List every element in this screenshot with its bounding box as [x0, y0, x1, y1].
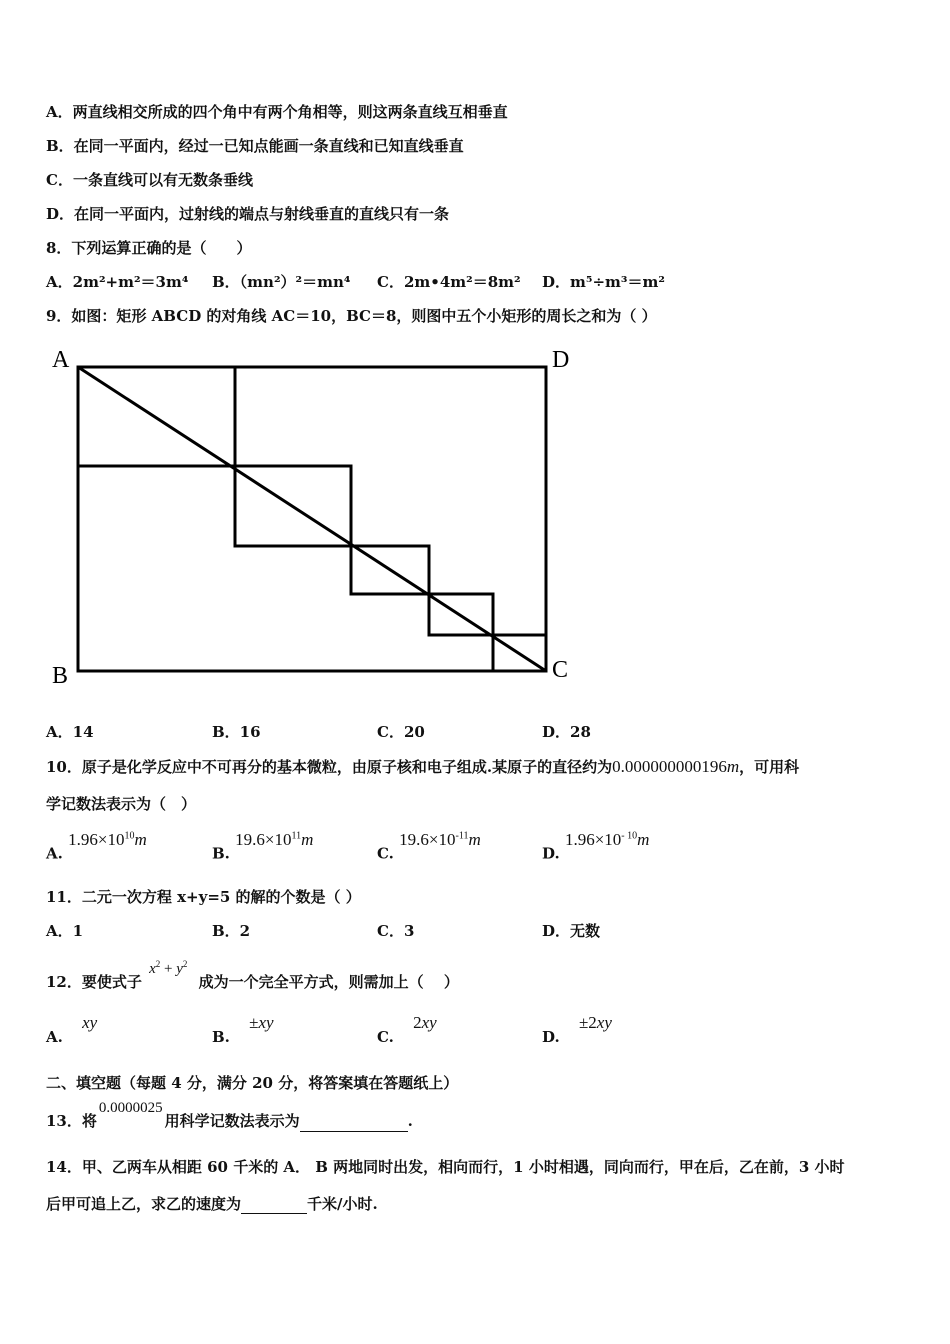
q7-option-b: B．在同一平面内，经过一已知点能画一条直线和已知直线垂直: [46, 137, 464, 155]
option-label: D.: [542, 1028, 560, 1046]
q10-option-a: [46, 829, 147, 864]
q8-option-a: A．2m²+m²＝3m⁴: [46, 273, 189, 291]
q12-option-d: [542, 1013, 612, 1047]
q12-expression: $x^2 + y^2$: [149, 959, 188, 977]
q14-line2: [46, 1194, 378, 1214]
option-label: C.: [377, 844, 394, 863]
q10-stem-tail: ，可用科: [739, 758, 800, 776]
option-formula: ±xy: [249, 1013, 274, 1032]
q10-option-b: [212, 829, 314, 864]
q10-unit: m: [726, 757, 740, 776]
q7-option-d: D．在同一平面内，过射线的端点与射线垂直的直线只有一条: [46, 205, 450, 223]
vertex-label-a: A: [52, 347, 70, 373]
q9-option-b: B．16: [212, 723, 261, 741]
q14-answer-blank[interactable]: [241, 1197, 307, 1214]
option-label: D.: [542, 844, 560, 863]
q11-stem: 11．二元一次方程 x+y=5 的解的个数是（ ）: [46, 888, 361, 906]
q12-stem: [46, 959, 459, 993]
q12-option-c: [377, 1013, 437, 1047]
option-label: A.: [46, 1028, 63, 1046]
q10-stem-line2: 学记数法表示为（ ）: [46, 795, 197, 813]
q13-answer-blank[interactable]: [300, 1115, 408, 1132]
q12-stem-tail: 成为一个完全平方式，则需加上（ ）: [198, 973, 459, 991]
q12-option-b: [212, 1013, 274, 1047]
q12-option-a: [46, 1013, 98, 1047]
q9-option-d: D．28: [542, 723, 591, 741]
q10-stem-line1: [46, 757, 799, 777]
q13-stem: [46, 1100, 413, 1132]
option-label: A.: [46, 844, 63, 863]
q11-option-c: C．3: [377, 922, 415, 940]
option-label: C.: [377, 1028, 394, 1046]
vertex-label-c: C: [552, 657, 569, 683]
q14-text: 后甲可追上乙，求乙的速度为: [46, 1195, 242, 1213]
q8-option-d: D．m⁵÷m³＝m²: [542, 273, 665, 291]
option-formula: $1.96\times 10^{- 10}m$: [564, 829, 650, 849]
q11-option-d: D．无数: [542, 922, 601, 940]
option-formula: $19.6\times 10^{-11}m$: [399, 829, 481, 849]
q7-option-c: C．一条直线可以有无数条垂线: [46, 171, 253, 189]
q14-line1: 14．甲、乙两车从相距 60 千米的 A． B 两地同时出发，相向而行，1 小时相遇，同向而行，甲在后，乙在前，3 小时: [46, 1158, 845, 1176]
q8-option-c: C．2m•4m²＝8m²: [377, 273, 521, 291]
option-label: B.: [212, 1028, 230, 1046]
q13-prefix: 13．将: [46, 1112, 97, 1130]
option-formula: 2xy: [413, 1013, 437, 1032]
q10-value: 0.000000000196: [612, 757, 727, 776]
q11-option-a: A．1: [46, 922, 84, 940]
vertex-label-b: B: [52, 663, 69, 689]
diagonal-ac: [78, 367, 546, 671]
option-formula: xy: [82, 1013, 98, 1032]
q13-end: .: [407, 1112, 413, 1130]
rectangle-figure: [40, 340, 580, 690]
q12-stem-text: 12．要使式子: [46, 973, 142, 991]
q8-stem: 8．下列运算正确的是（ ）: [46, 239, 252, 257]
q13-suffix: 用科学记数法表示为: [164, 1112, 300, 1130]
q9-option-c: C．20: [377, 723, 425, 741]
q9-option-a: A．14: [46, 723, 94, 741]
q10-option-d: [542, 829, 650, 864]
option-formula: $19.6\times 10^{11}m$: [235, 829, 314, 849]
option-label: B.: [212, 844, 230, 863]
q7-option-a: A．两直线相交所成的四个角中有两个角相等，则这两条直线互相垂直: [46, 103, 508, 121]
option-formula: $1.96\times 10^{10}m$: [68, 829, 147, 849]
q13-value: 0.0000025: [98, 1100, 163, 1116]
q8-option-b: B．（mn²）²＝mn⁴: [212, 273, 351, 291]
q10-stem-text: 10．原子是化学反应中不可再分的基本微粒，由原子核和电子组成.某原子的直径约为: [46, 758, 613, 776]
vertex-label-d: D: [552, 347, 570, 373]
section-title: 二、填空题（每题 4 分，满分 20 分，将答案填在答题纸上）: [46, 1074, 459, 1092]
q14-text-tail: 千米/小时.: [307, 1195, 378, 1213]
q9-stem: 9．如图：矩形 ABCD 的对角线 AC＝10，BC＝8，则图中五个小矩形的周长之和为（ ）: [46, 307, 657, 325]
option-formula: ±2xy: [578, 1013, 612, 1032]
q11-option-b: B．2: [212, 922, 251, 940]
q10-option-c: [377, 829, 481, 864]
